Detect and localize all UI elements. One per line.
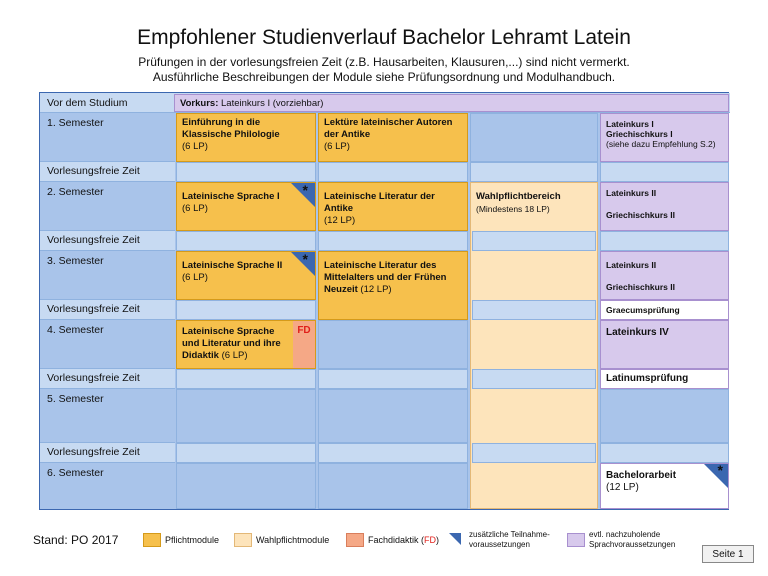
ls2-lp: (6 LP): [182, 272, 208, 283]
s1-note: (siehe dazu Empfehlung S.2): [606, 139, 716, 149]
s2-griechischkurs: Griechischkurs II: [606, 210, 675, 220]
row-label-free-4: Vorlesungsfreie Zeit: [40, 369, 175, 389]
legend-swatch-pflicht: [143, 533, 161, 547]
module-sprache-1: [176, 182, 316, 231]
col3-free-2: [472, 231, 596, 251]
sprach-sem1: [600, 113, 729, 162]
legend-marker-icon: [449, 533, 461, 545]
s3-lateinkurs: Lateinkurs II: [606, 260, 657, 270]
prerequisite-marker: [704, 464, 728, 488]
col1-free-2: [176, 231, 316, 251]
row-label-semester-6: 6. Semester: [40, 463, 175, 509]
latinum-exam: [600, 369, 729, 389]
module-sprache-2: [176, 251, 316, 300]
fachdidaktik-marker: [293, 321, 315, 368]
bachelorarbeit: [600, 463, 729, 509]
row-label-semester-3: 3. Semester: [40, 251, 175, 300]
legend-zus-1: zusätzliche Teilnahme-: [469, 530, 550, 539]
col3-sem1: [470, 113, 598, 162]
col3-free-5: [472, 443, 596, 463]
s4-lateinkurs: Lateinkurs IV: [606, 327, 669, 338]
row-label-free-2: Vorlesungsfreie Zeit: [40, 231, 175, 251]
einf-lp: (6 LP): [182, 141, 208, 152]
wahl-lp: (Mindestens 18 LP): [476, 204, 550, 214]
col2-free-4: [318, 369, 468, 389]
did-lp: (6 LP): [218, 350, 248, 361]
module-lektuere: [318, 113, 468, 162]
col2-sem4: [318, 320, 468, 369]
sprach-sem4: [600, 320, 729, 369]
stand-label: Stand: PO 2017: [33, 533, 119, 547]
row-label-semester-2: 2. Semester: [40, 182, 175, 231]
subtitle-exams: Prüfungen in der vorlesungsfreien Zeit (z.B. Hausarbeiten, Klausuren,...) sind nicht vermerkt.: [138, 55, 630, 69]
legend-zus-2: voraussetzungen: [469, 540, 530, 549]
page-number: Seite 1: [702, 545, 754, 563]
col2-sem6: [318, 463, 468, 509]
s1-griechischkurs: Griechischkurs I: [606, 129, 673, 139]
latinum-label: Latinumsprüfung: [606, 373, 689, 384]
ba-lp: (12 LP): [606, 482, 639, 493]
star-icon: *: [302, 182, 308, 198]
llm-title: Lateinische Literatur des Mittelalters und der Frühen Neuzeit: [324, 260, 447, 295]
did-title: Lateinische Sprache und Literatur und ihre Didaktik: [182, 326, 281, 361]
star-icon: *: [302, 251, 308, 267]
col4-free-1: [600, 162, 729, 182]
row-label-semester-4: 4. Semester: [40, 320, 175, 369]
col1-free-5: [176, 443, 316, 463]
lla-lp: (12 LP): [324, 215, 356, 226]
study-plan-table: [39, 92, 729, 510]
col1-sem6: [176, 463, 316, 509]
module-einfuehrung: [176, 113, 316, 162]
graecum-exam: [600, 300, 729, 320]
vorkurs-text: Lateinkurs I (vorziehbar): [218, 98, 324, 109]
legend-swatch-wahl: [234, 533, 252, 547]
legend-wahl: Wahlpflichtmodule: [256, 535, 330, 545]
lla-title: Lateinische Literatur der Antike: [324, 191, 435, 214]
s3-griechischkurs: Griechischkurs II: [606, 282, 675, 292]
row-label-before: Vor dem Studium: [47, 97, 128, 109]
einf-title: Einführung in die Klassische Philologie: [182, 117, 280, 140]
llm-lp: (12 LP): [357, 284, 392, 295]
ls1-title: Lateinische Sprache I: [182, 191, 280, 202]
subtitle-modules: Ausführliche Beschreibungen der Module siehe Prüfungsordnung und Modulhandbuch.: [152, 70, 616, 84]
row-label-free-3: Vorlesungsfreie Zeit: [40, 300, 175, 320]
page-title: Empfohlener Studienverlauf Bachelor Lehramt Latein: [137, 26, 631, 49]
legend-pflicht: Pflichtmodule: [165, 535, 220, 545]
legend-evtl-1: evtl. nachzuholende: [589, 530, 661, 539]
fd-label: FD: [297, 325, 311, 336]
col1-free-4: [176, 369, 316, 389]
col2-free-1: [318, 162, 468, 182]
col1-free-3: [176, 300, 316, 320]
legend-sprach: [589, 530, 675, 550]
col3-free-4: [472, 369, 596, 389]
wahl-name: [476, 191, 592, 203]
wahl-title: Wahlpflichtbereich: [476, 191, 561, 202]
col3-free-3: [472, 300, 596, 320]
col2-sem5: [318, 389, 468, 443]
legend-fd-text: Fachdidaktik (: [368, 535, 425, 545]
s2-lateinkurs: Lateinkurs II: [606, 188, 657, 198]
legend-zusaetzlich: [469, 530, 550, 550]
legend-swatch-sprach: [567, 533, 585, 547]
vorkurs-label: Vorkurs:: [180, 98, 219, 109]
star-icon: *: [717, 462, 723, 478]
module-didaktik: [176, 320, 316, 369]
graecum-label: Graecumsprüfung: [606, 305, 680, 315]
lekt-lp: (6 LP): [324, 141, 350, 152]
lekt-title: Lektüre lateinischer Autoren der Antike: [324, 117, 453, 140]
ba-title: Bachelorarbeit: [606, 470, 677, 481]
ls1-lp: (6 LP): [182, 203, 208, 214]
row-label-free-5: Vorlesungsfreie Zeit: [40, 443, 175, 463]
row-label-semester-5: 5. Semester: [40, 389, 175, 443]
legend-fd-close: ): [436, 535, 440, 545]
vorkurs-cell: [174, 94, 729, 112]
row-label-semester-1: 1. Semester: [40, 113, 175, 162]
col2-free-2: [318, 231, 468, 251]
col4-sem5: [600, 389, 729, 443]
sprach-sem3: [600, 251, 729, 300]
col1-sem5: [176, 389, 316, 443]
legend-fd: [368, 535, 439, 545]
sprach-sem2: [600, 182, 729, 231]
module-literatur-antike: [318, 182, 468, 231]
legend-swatch-fd: [346, 533, 364, 547]
ls2-title: Lateinische Sprache II: [182, 260, 283, 271]
col1-free-1: [176, 162, 316, 182]
col4-free-5: [600, 443, 729, 463]
col4-free-2: [600, 231, 729, 251]
row-label-free-1: Vorlesungsfreie Zeit: [40, 162, 175, 182]
s1-lateinkurs: Lateinkurs I: [606, 119, 654, 129]
module-literatur-mittelalter: [318, 251, 468, 320]
legend-evtl-2: Sprachvoraussetzungen: [589, 540, 676, 549]
col2-free-5: [318, 443, 468, 463]
legend-fd-red: FD: [424, 535, 437, 545]
col3-free-1: [470, 162, 598, 182]
